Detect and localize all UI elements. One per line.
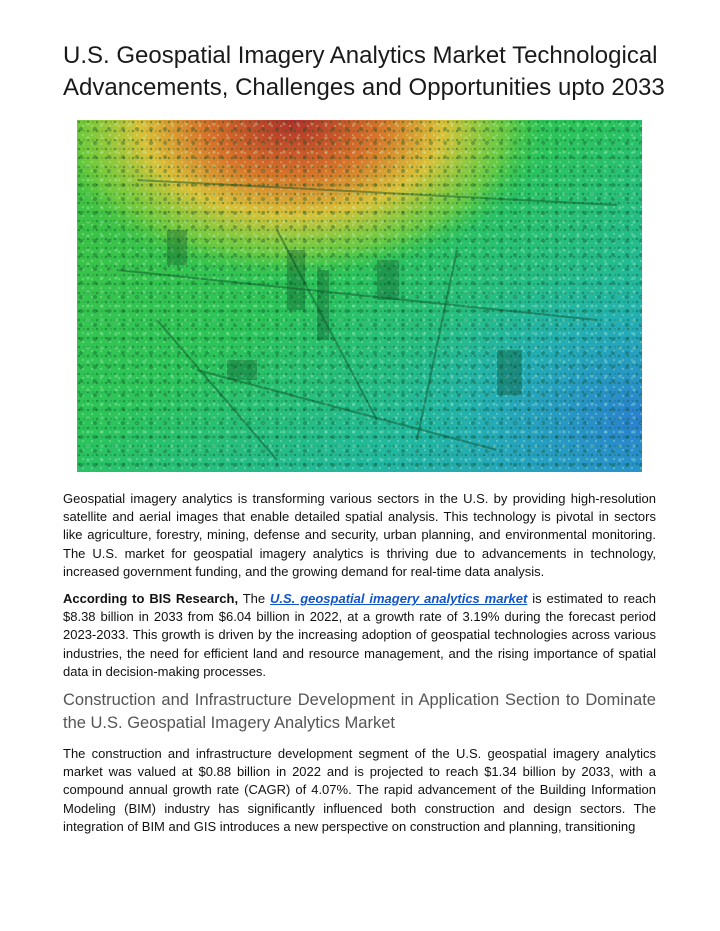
construction-paragraph: The construction and infrastructure development segment of the U.S. geospatial imagery analytics market was valued at $0.88 billion in 2022 and is projected to reach $1.34 billion by 2033, with a compound annual growth rate (CAGR) of 4.07%. The rapid advancement of the Building Information Modeling (BIM) industry has significantly influenced both construction and design sectors. The integration of BIM and GIS introduces a new perspective on construction and planning, transitioning: [63, 746, 656, 834]
market-size-text: is estimated to reach $8.38 billion in 2033 from $6.04 billion in 2022, at a growth rate of 3.19% during the forecast period 2023-2033. This growth is driven by the increasing adoption of geospatial technologies across various industries, the need for efficient land and resource management, and the rising importance of spatial data in decision-making processes.: [63, 591, 656, 679]
market-report-link[interactable]: U.S. geospatial imagery analytics market: [270, 591, 528, 606]
elevation-map-image: [77, 120, 642, 472]
intro-paragraph: Geospatial imagery analytics is transforming various sectors in the U.S. by providing high-resolution satellite and aerial images that enable detailed spatial analysis. This technology is pivotal in sectors like agriculture, forestry, mining, defense and security, urban planning, and environmental monitoring. The U.S. market for geospatial imagery analytics is thriving due to advancements in technology, increased government funding, and the growing demand for real-time data analysis.: [63, 491, 656, 579]
source-lead: According to BIS Research,: [63, 591, 239, 606]
pre-link-text: The: [238, 591, 271, 606]
section-heading: Construction and Infrastructure Development in Application Section to Dominate the U.S. Geospatial Imagery Analytics Market: [63, 691, 656, 732]
market-size-paragraph: [63, 590, 656, 681]
page-title: U.S. Geospatial Imagery Analytics Market Technological Advancements, Challenges and Opportunities upto 2033: [63, 42, 665, 101]
